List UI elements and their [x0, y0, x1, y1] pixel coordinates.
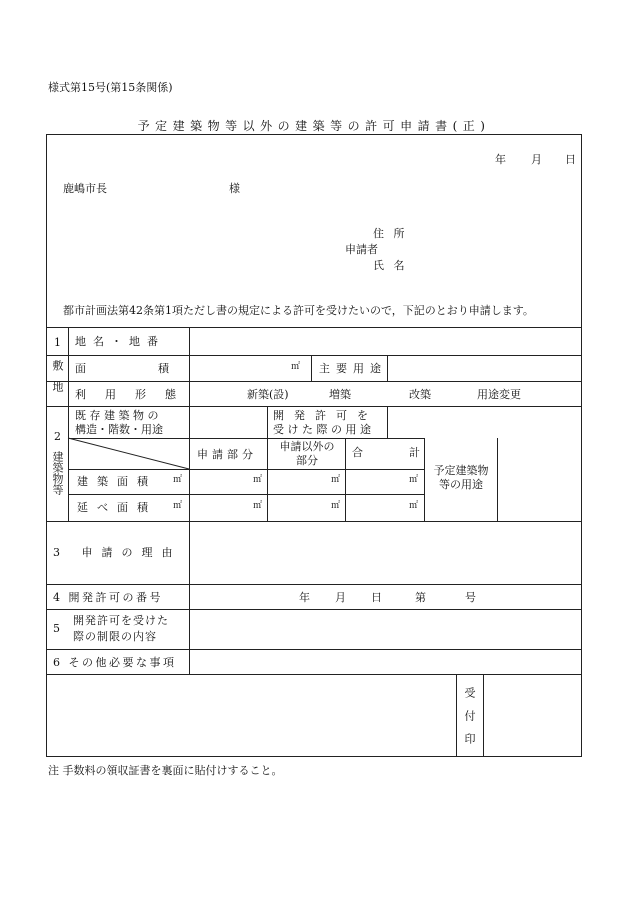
development-permit-number-label: 4 開発許可の番号: [53, 591, 163, 604]
rule: [497, 438, 498, 521]
rule: [68, 469, 424, 470]
floor-area-label: 延べ面積: [77, 501, 157, 514]
existing-building-label: 構造・階数・用途: [75, 423, 163, 436]
main-use-label: 主要用途: [319, 362, 387, 375]
unit-label: ㎡: [253, 475, 263, 485]
development-use-label: 開発許可を: [273, 409, 378, 422]
development-use-label: 受けた際の用途: [273, 423, 375, 436]
rule: [483, 674, 484, 757]
unit-label: ㎡: [409, 475, 419, 485]
form-number: 様式第15号(第15条関係): [48, 81, 173, 94]
rule: [47, 406, 581, 407]
unit-label: ㎡: [173, 475, 183, 485]
unit-label: ㎡: [409, 501, 419, 511]
other-matters-label: 6 その他必要な事項: [53, 656, 177, 669]
restriction-content-label: 開発許可を受けた: [73, 614, 169, 627]
rule: [68, 494, 424, 495]
unit-label: ㎡: [331, 475, 341, 485]
permit-day: 日: [371, 591, 382, 604]
rule: [47, 609, 581, 610]
rule: [47, 521, 581, 522]
usage-option-renovate: 改築: [409, 388, 431, 401]
rule: [47, 381, 581, 382]
applicant-label: 申請者: [345, 243, 378, 256]
address-label: 住 所: [373, 227, 408, 240]
area-unit: ㎡: [291, 362, 301, 372]
application-statement: 都市計画法第42条第1項ただし書の規定による許可を受けたいので，下記のとおり申請します。: [63, 304, 534, 317]
rule: [387, 406, 388, 438]
rule: [267, 406, 268, 521]
section5-number: 5: [53, 622, 60, 635]
planned-use-label: 予定建築物: [433, 464, 489, 477]
unit-label: ㎡: [173, 501, 183, 511]
date-year: 年: [495, 153, 506, 166]
application-reason-label: 3 申請の理由: [53, 546, 182, 559]
rule: [47, 584, 581, 585]
date-day: 日: [565, 153, 576, 166]
form-title: 予定建築物等以外の建築等の許可申請書(正): [137, 119, 491, 133]
location-label: 地名・地番: [75, 335, 165, 348]
col-other-part: 部分: [296, 454, 318, 467]
rule: [189, 327, 190, 674]
rule: [47, 649, 581, 650]
usage-option-change: 用途変更: [477, 388, 521, 401]
area-label: 面積: [75, 362, 241, 375]
section1-number: 1: [54, 336, 61, 349]
usage-option-new: 新築(設): [247, 388, 289, 401]
existing-building-label: 既存建築物の: [75, 409, 162, 422]
rule: [387, 355, 388, 381]
unit-label: ㎡: [331, 501, 341, 511]
footnote: 注 手数料の領収証書を裏面に貼付けすること。: [48, 764, 283, 777]
application-form-frame: [46, 134, 582, 757]
permit-gou: 号: [465, 591, 476, 604]
addressee: 鹿嶋市長: [63, 182, 107, 195]
col-applied-part: 申請部分: [197, 448, 257, 461]
rule: [456, 674, 457, 757]
unit-label: ㎡: [253, 501, 263, 511]
permit-month: 月: [335, 591, 346, 604]
col-total: 計: [409, 446, 420, 459]
building-area-label: 建築面積: [77, 475, 157, 488]
name-label: 氏 名: [373, 259, 408, 272]
rule: [47, 355, 581, 356]
restriction-content-label: 際の制限の内容: [73, 630, 157, 643]
section1-side-label: 敷地: [51, 360, 64, 402]
rule: [345, 438, 346, 521]
usage-label: 利用形態: [75, 388, 195, 401]
usage-option-expand: 増築: [329, 388, 351, 401]
rule: [311, 355, 312, 381]
honorific: 様: [229, 182, 240, 195]
planned-use-label: 等の用途: [439, 478, 483, 491]
rule: [68, 327, 69, 521]
date-month: 月: [531, 153, 542, 166]
col-total: 合: [352, 446, 363, 459]
rule: [47, 327, 581, 328]
reception-stamp-label: 受付印: [463, 687, 476, 756]
section2-side-label: 建築物等: [51, 451, 64, 495]
permit-dai: 第: [415, 591, 426, 604]
rule: [68, 438, 424, 439]
rule: [47, 674, 581, 675]
permit-year: 年: [299, 591, 310, 604]
col-other-part: 申請以外の: [279, 440, 335, 453]
section2-number: 2: [54, 430, 61, 443]
